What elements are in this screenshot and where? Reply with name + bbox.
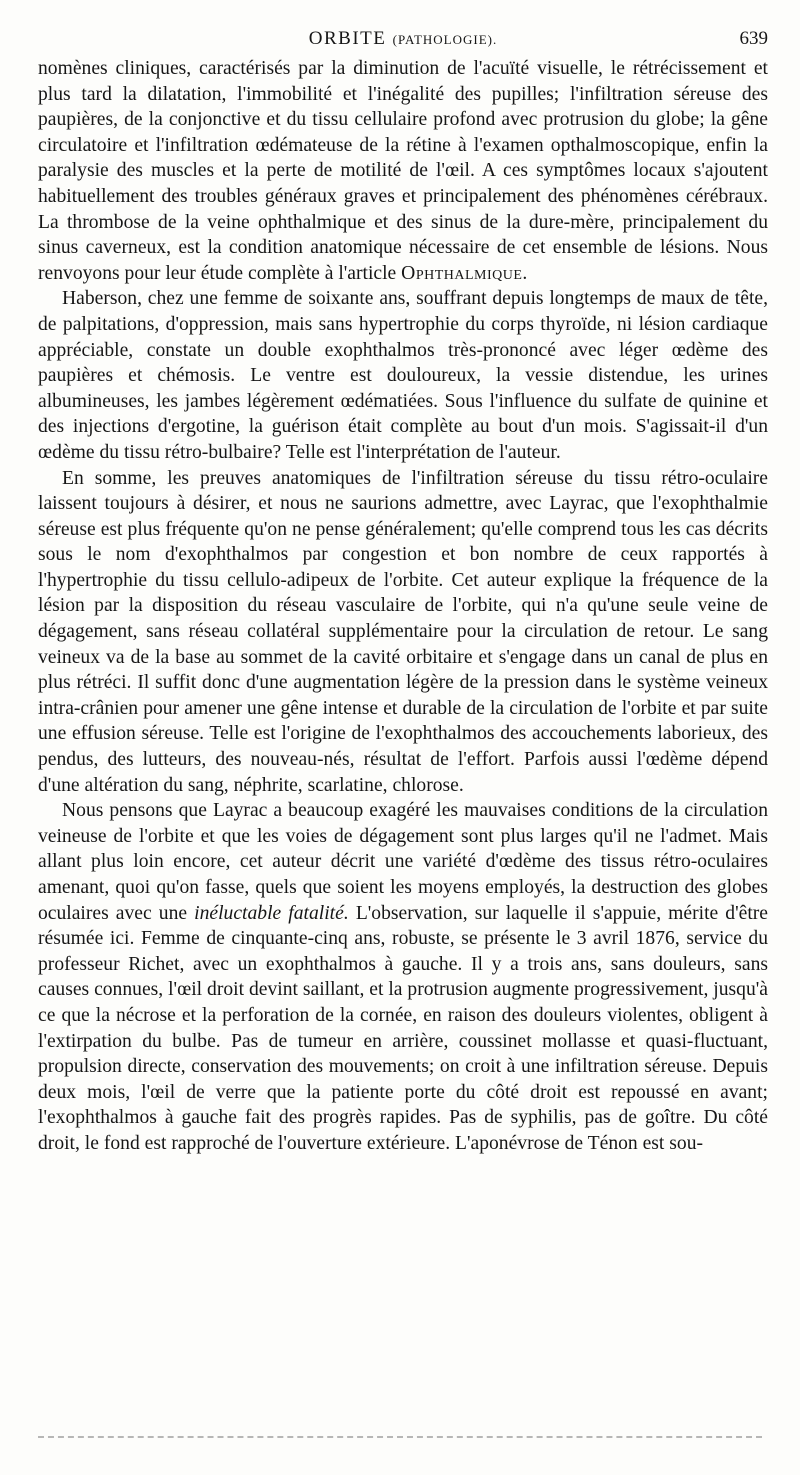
paragraph	[38, 798, 768, 1156]
paragraph-text: Haberson, chez une femme de soixante ans, souffrant depuis longtemps de maux de tête, de palpitations, d'oppression, mais sans hypertrophie du corps thyroïde, ni lésion cardiaque appréciable, constate un double exophthalmos très-prononcé avec léger œdème des paupières et chémosis. Le ventre est douloureux, la vessie distendue, les urines albumineuses, les jambes légèrement œdématiées. Sous l'influence du sulfate de quinine et des injections d'ergotine, la guérison était complète au bout d'un mois. S'agissait-il d'un œdème du tissu rétro-bulbaire? Telle est l'interprétation de l'auteur.	[38, 288, 768, 463]
page	[38, 26, 768, 1157]
paragraph-text: En somme, les preuves anatomiques de l'infiltration séreuse du tissu rétro-oculaire laissent toujours à désirer, et nous ne saurions admettre, avec Layrac, que l'exophthalmie séreuse est plus fréquente qu'on ne pense généralement; qu'elle comprend tous les cas décrits sous le nom d'exophthalmos par congestion et bon nombre de ceux rapportés à l'hypertrophie du tissu cellulo-adipeux de l'orbite. Cet auteur explique la fréquence de la lésion par la disposition du réseau vasculaire de l'orbite, qui n'a qu'une seule veine de dégagement, sans réseau collatéral supplémentaire pour la circulation de retour. Le sang veineux va de la base au sommet de la cavité orbitaire et s'engage dans un canal de plus en plus rétréci. Il suffit donc d'une augmentation légère de la pression dans le système veineux intra-crânien pour amener une gêne intense et durable de la circulation de l'orbite et par suite une effusion séreuse. Telle est l'origine de l'exophthalmos des accouchements laborieux, des pendus, des lutteurs, des nouveau-nés, résultat de l'effort. Parfois aussi l'œdème dépend d'une altération du sang, néphrite, scarlatine, chlorose.	[38, 467, 768, 796]
paragraph-continued	[38, 56, 768, 286]
title-word: ORBITE	[308, 28, 387, 49]
emphasis-text: inéluctable fatalité.	[194, 902, 349, 924]
paragraph-text: Nous pensons que Layrac a beaucoup exagéré les mauvaises conditions de la circulation veineuse de l'orbite et que les voies de dégagement sont plus larges qu'il ne l'admet. Mais allant plus loin encore, cet auteur décrit une variété d'œdème des tissus rétro-oculaires amenant, quoi qu'on fasse, quels que soient les moyens employés, la destruction des globes oculaires avec une	[38, 800, 768, 924]
paragraph-text: nomènes cliniques, caractérisés par la diminution de l'acuïté visuelle, le rétrécissement et plus tard la dilatation, l'immobilité et l'inégalité des pupilles; l'infiltration séreuse des paupières, de la conjonctive et du tissu cellulaire profond avec protrusion du globe; la gêne circulatoire et l'infiltration œdémateuse de la rétine à l'examen opthalmoscopique, enfin la paralysie des muscles et la perte de motilité de l'œil. A ces symptômes locaux s'ajoutent habituellement des troubles généraux graves et principalement des phénomènes cérébraux. La thrombose de la veine ophthalmique et des sinus de la dure-mère, principalement du sinus caverneux, est la condition anatomique nécessaire de cet ensemble de lésions. Nous renvoyons pour leur étude complète à l'article	[38, 58, 768, 284]
bottom-rule	[38, 1436, 762, 1438]
body-text	[38, 56, 768, 1157]
section-label: (PATHOLOGIE).	[392, 32, 498, 47]
paragraph	[38, 286, 768, 465]
running-head	[38, 26, 768, 56]
page-number: 639	[739, 28, 768, 49]
paragraph-text: L'observation, sur laquelle il s'appuie, mérite d'être résumée ici. Femme de cinquante-cinq ans, robuste, se présente le 3 avril 1876, service du professeur Richet, avec un exophthalmos à gauche. Il y a trois ans, sans douleurs, sans causes connues, l'œil droit devint saillant, et la protrusion augmente progressivement, jusqu'à ce que la nécrose et la perforation de la cornée, en raison des douleurs violentes, obligent à l'extirpation du bulbe. Pas de tumeur en arrière, coussinet mollasse et quasi-fluctuant, propulsion directe, conservation des mouvements; on croit à une infiltration séreuse. Depuis deux mois, l'œil de verre que la patiente porte du côté droit est repoussé en avant; l'exophthalmos à gauche fait des progrès rapides. Pas de syphilis, pas de goître. Du côté droit, le fond est rapproché de l'ouverture extérieure. L'aponévrose de Ténon est sou-	[38, 902, 768, 1154]
paragraph	[38, 466, 768, 799]
running-title	[38, 28, 768, 50]
article-reference: Ophthalmique.	[401, 262, 528, 284]
